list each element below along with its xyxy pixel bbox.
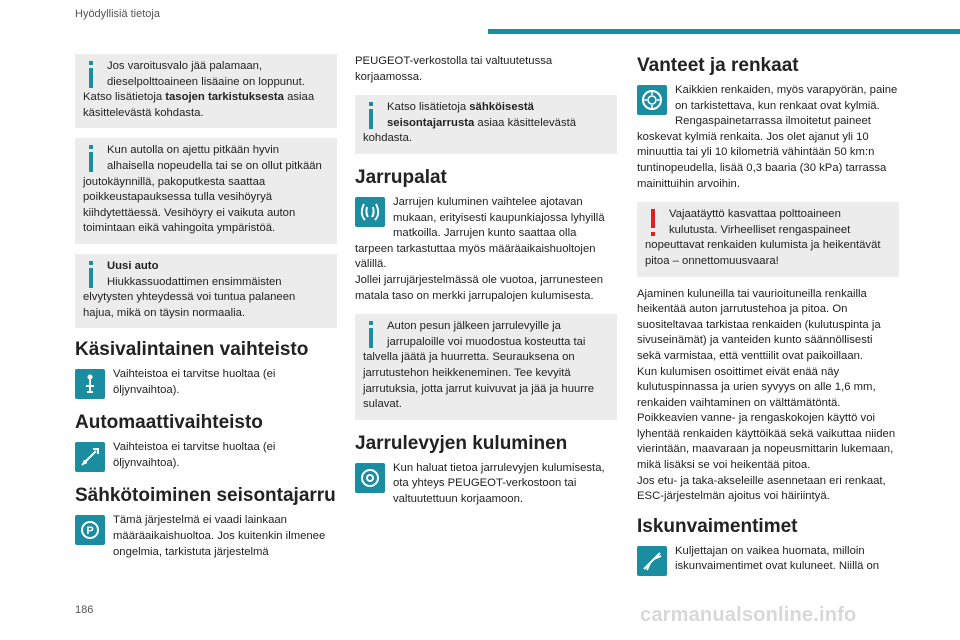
info-box-epb-ref (355, 95, 617, 154)
info-icon (84, 61, 98, 89)
info-line-2: dieselpolttoaineen lisäaine on loppunut. (107, 75, 305, 88)
info-title: Uusi auto (107, 259, 159, 272)
section-heading: Iskunvaimentimet (637, 515, 798, 537)
watermark: carmanualsonline.info (640, 604, 857, 626)
section-wheels-tyres (637, 54, 899, 192)
wear-text-1: Ajaminen kuluneilla tai vaurioituneilla renkailla heikentää auton jarrutustehoa ja pitoa. On suositeltavaa tarkistaa renkaiden (kulutuspinta ja sivuseinämät) ja vanteiden kunto säännöllisesti sekä varmistaa, että venttiilit ovat paikoillaan. (637, 287, 881, 362)
section-heading: Jarrupalat (355, 166, 447, 188)
section-brake-pads (355, 166, 617, 304)
info-text: Auton pesun jälkeen jarrulevyille ja jarrupaloille voi muodostua kosteutta tai talvella jäätä ja huurretta. Seurauksena on jarrutustehon heikkeneminen. Tee kevyitä jarrutuksia, jotta jarrut kuivuvat ja jää ja huurre sulavat. (363, 320, 595, 411)
wear-text-4: Jos etu- ja taka-akseleille asennetaan eri renkaat, ESC-järjestelmän ajoitus voi häiriintyä. (637, 474, 886, 503)
info-box-vapour (75, 138, 337, 244)
warning-text: Vajaatäyttö kasvattaa polttoaineen kulutusta. Virheelliset rengaspaineet nopeuttavat renkaiden kulumista ja heikentävät pitoa – onnettomuusvaara! (645, 208, 881, 267)
info-icon (84, 261, 98, 289)
section-heading: Jarrulevyjen kuluminen (355, 432, 568, 454)
warning-box-underinflation (637, 202, 899, 276)
brake-disc-icon (355, 463, 385, 493)
automatic-gearbox-icon (75, 442, 105, 472)
page-number: 186 (75, 604, 94, 616)
header-accent-bar (488, 29, 960, 34)
info-line-1: Jos varoitusvalo jää palamaan, (107, 60, 263, 72)
section-brake-discs (355, 432, 617, 508)
info-box-new-car (75, 254, 337, 328)
section-text: Vaihteistoa ei tarvitse huoltaa (ei öljynvaihtoa). (113, 441, 276, 469)
info-text: Katso lisätietoja tasojen tarkistuksesta asiaa käsittelevästä kohdasta. (83, 91, 315, 119)
section-automatic-gearbox (75, 411, 337, 474)
section-text: Kuljettajan on vaikea huomata, milloin iskunvaimentimet ovat kuluneet. Niillä on (675, 544, 880, 573)
section-manual-gearbox (75, 338, 337, 401)
tyre-wear-text (637, 287, 899, 505)
section-text: Kaikkien renkaiden, myös varapyörän, paine on tarkistettava, kun renkaat ovat kylmiä. (675, 84, 898, 112)
section-shock-absorbers (637, 515, 899, 575)
tyre-icon (637, 85, 667, 115)
info-text: Katso lisätietoja sähköisestä seisontajarrusta asiaa käsittelevästä kohdasta. (363, 101, 577, 145)
brake-pads-icon (355, 197, 385, 227)
info-box-brake-moisture (355, 314, 617, 420)
section-text: Vaihteistoa ei tarvitse huoltaa (ei öljynvaihtoa). (113, 368, 276, 396)
info-text: Kun autolla on ajettu pitkään hyvin alhaisella nopeudella tai se on ollut pitkään joutokäynnillä, pakoputkesta saattaa poikkeustapauksessa tulla vesihöyryä kiihdytettäessä. Vesihöyry ei vaikuta auton toimintaan eikä vahingoita ympäristöä. (83, 144, 322, 235)
column-left (75, 54, 337, 570)
section-heading: Vanteet ja renkaat (637, 55, 799, 76)
shock-absorber-icon (637, 546, 667, 576)
section-electric-parking-brake (75, 484, 337, 560)
column-right (637, 54, 899, 585)
info-box-fuel-additive (75, 54, 337, 128)
wear-text-2: Kun kulumisen osoittimet eivät enää näy kulutuspinnassa ja urien syvyys on alle 1,6 mm, renkaiden vaihtaminen on välttämätöntä. (637, 365, 876, 409)
info-text: Hiukkassuodattimen ensimmäisten elvytysten yhteydessä voi tuntua palaneen hajua, mikä on täysin normaalia. (83, 275, 296, 319)
section-text-2: Rengaspainetarrassa ilmoitetut paineet koskevat kylmiä renkaita. Jos olet ajanut yli 10 minuuttia tai yli 10 kilometriä vähintään 50 km:n tuntinopeudella, lisää 0,3 baaria (30 kPa) tarrassa mainittuihin arvoihin. (637, 115, 887, 190)
section-heading: Käsivalintainen vaihteisto (75, 339, 309, 361)
warning-icon (646, 209, 660, 237)
page-header-title: Hyödyllisiä tietoja (75, 8, 160, 20)
section-text: Jarrujen kuluminen vaihtelee ajotavan mukaan, erityisesti kaupunkiajossa lyhyillä matkoilla. Jarrujen kunto saattaa olla tarpeen tarkastuttaa myös määräaikaishuoltojen välillä. (355, 195, 605, 271)
svg-text:P: P (86, 525, 94, 538)
info-icon (84, 145, 98, 173)
info-icon (364, 102, 378, 130)
section-text: Kun haluat tietoa jarrulevyjen kulumisesta, ota yhteys PEUGEOT-verkostoon tai valtuutettuun korjaamoon. (393, 461, 605, 505)
section-heading: Automaattivaihteisto (75, 412, 263, 434)
info-icon (364, 321, 378, 349)
manual-gearbox-icon (75, 369, 105, 399)
continued-text: PEUGEOT-verkostolla tai valtuutetussa korjaamossa. (355, 55, 553, 83)
section-heading: Sähkötoiminen seisontajarru (75, 485, 336, 507)
section-text-2: Jollei jarrujärjestelmässä ole vuotoa, jarrunesteen matala taso on merkki jarrupalojen kulumisesta. (355, 273, 604, 302)
column-middle (355, 54, 617, 517)
section-text: Tämä järjestelmä ei vaadi lainkaan määräaikaishuoltoa. Jos kuitenkin ilmenee ongelmia, tarkistuta järjestelmä (113, 514, 326, 558)
wear-text-3: Poikkeavien vanne- ja rengaskokojen käyttö voi lyhentää renkaiden käyttöikää sekä vaikuttaa niiden vierintään, maavaraan ja nopeusmittarin lukemaan, mikä lisäksi se voi heikentää pitoa. (637, 412, 896, 472)
parking-brake-icon (75, 515, 105, 545)
